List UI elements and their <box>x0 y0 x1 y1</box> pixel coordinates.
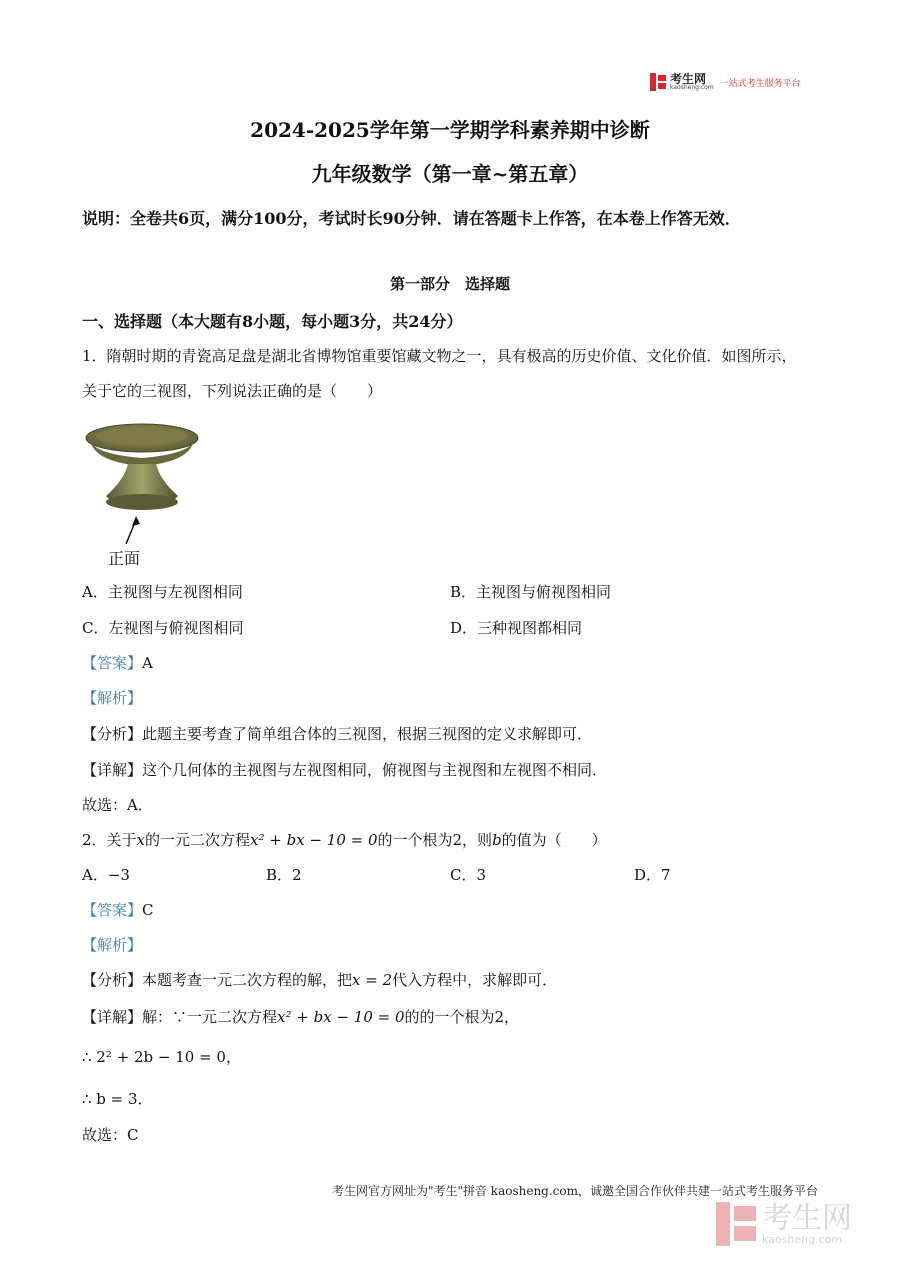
q1-fenxi <box>82 723 592 744</box>
fenxi-prefix: 本题考查一元二次方程的解，把 <box>142 971 353 989</box>
q2-option-b: B．2 <box>266 866 302 884</box>
q2-step1: ∴ 2² + 2b − 10 = 0， <box>82 1048 241 1066</box>
xiangjie-text: 这个几何体的主视图与左视图相同，俯视图与主视图和左视图不相同． <box>142 761 608 779</box>
xiangjie-label: 【详解】 <box>82 761 143 779</box>
answer-label: 【答案】 <box>82 901 143 919</box>
footer-text: 考生网官方网址为"考生"拼音 kaosheng.com，诚邀全国合作伙伴共建一站式考生服务平台 <box>331 1184 818 1198</box>
q1-xiangjie <box>82 759 607 780</box>
q2-stem <box>82 829 607 850</box>
q1-stem-line1: 1．隋朝时期的青瓷高足盘是湖北省博物馆重要馆藏文物之一，具有极高的历史价值、文化价值．如图所示， <box>82 347 797 365</box>
q1-option-c: C．左视图与俯视图相同 <box>82 619 244 637</box>
xiangjie-prefix: 解：∵一元二次方程 <box>142 1008 278 1026</box>
answer-value: A <box>142 654 153 672</box>
watermark-domain: kaosheng.com <box>762 1232 843 1246</box>
watermark-name: 考生网 <box>762 1200 852 1236</box>
celadon-pedestal-plate-image <box>84 418 204 568</box>
q1-option-d: D．三种视图都相同 <box>450 619 583 637</box>
xiangjie-suffix: 的的一个根为2， <box>404 1008 520 1026</box>
q1-answer <box>82 652 153 673</box>
fenxi-label: 【分析】 <box>82 725 143 743</box>
q2-stem-prefix: 2．关于 <box>82 831 137 849</box>
fenxi-suffix: 代入方程中，求解即可． <box>392 971 558 989</box>
q1-option-a: A．主视图与左视图相同 <box>82 583 243 601</box>
q2-option-a: A．−3 <box>82 866 130 884</box>
exam-title: 2024-2025学年第一学期学科素养期中诊断 <box>250 118 650 142</box>
q2-equation: x² + bx − 10 = 0 <box>250 831 378 849</box>
fenxi-math: x = 2 <box>352 971 393 989</box>
q2-conclusion: 故选：C <box>82 1126 139 1144</box>
instructions: 说明：全卷共6页，满分100分，考试时长90分钟．请在答题卡上作答，在本卷上作答无效． <box>82 209 741 228</box>
q1-analysis-label: 【解析】 <box>82 689 143 707</box>
q1-stem-line2: 关于它的三视图，下列说法正确的是（ ） <box>82 382 383 400</box>
q2-stem-mid: 的一元二次方程 <box>145 831 251 849</box>
logo-slogan: 一站式考生服务平台 <box>719 78 801 89</box>
q2-fenxi <box>82 969 557 990</box>
kaosheng-logo-icon <box>650 73 666 91</box>
q2-stem-suffix: 的值为（ ） <box>501 831 607 849</box>
xiangjie-math: x² + bx − 10 = 0 <box>277 1008 405 1026</box>
answer-value: C <box>142 901 154 919</box>
q2-var-b: b <box>492 831 502 849</box>
q1-figure-label: 正面 <box>108 549 141 568</box>
logo-name: 考生网 <box>670 72 707 86</box>
logo-domain: kaosheng.com <box>670 84 714 91</box>
part-title: 第一部分 选择题 <box>389 275 510 293</box>
kaosheng-watermark-icon <box>716 1202 756 1246</box>
q2-step2: ∴ b = 3． <box>82 1090 153 1108</box>
section-title: 一、选择题（本大题有8小题，每小题3分，共24分） <box>82 312 463 331</box>
q2-answer <box>82 899 154 920</box>
q2-var-x: x <box>136 831 146 849</box>
xiangjie-label: 【详解】 <box>82 1008 143 1026</box>
header-logo <box>650 73 801 91</box>
q2-xiangjie <box>82 1006 519 1027</box>
q2-option-d: D．7 <box>634 866 671 884</box>
exam-subtitle: 九年级数学（第一章~第五章） <box>311 162 589 186</box>
q2-option-c: C．3 <box>450 866 487 884</box>
answer-label: 【答案】 <box>82 654 143 672</box>
q2-analysis-label: 【解析】 <box>82 936 143 954</box>
q1-option-b: B．主视图与俯视图相同 <box>450 583 612 601</box>
fenxi-text: 此题主要考查了简单组合体的三视图，根据三视图的定义求解即可． <box>142 725 593 743</box>
q1-conclusion: 故选：A． <box>82 796 153 814</box>
q1-figure <box>84 418 204 572</box>
q2-stem-mid2: 的一个根为2，则 <box>377 831 493 849</box>
fenxi-label: 【分析】 <box>82 971 143 989</box>
watermark <box>716 1202 852 1246</box>
